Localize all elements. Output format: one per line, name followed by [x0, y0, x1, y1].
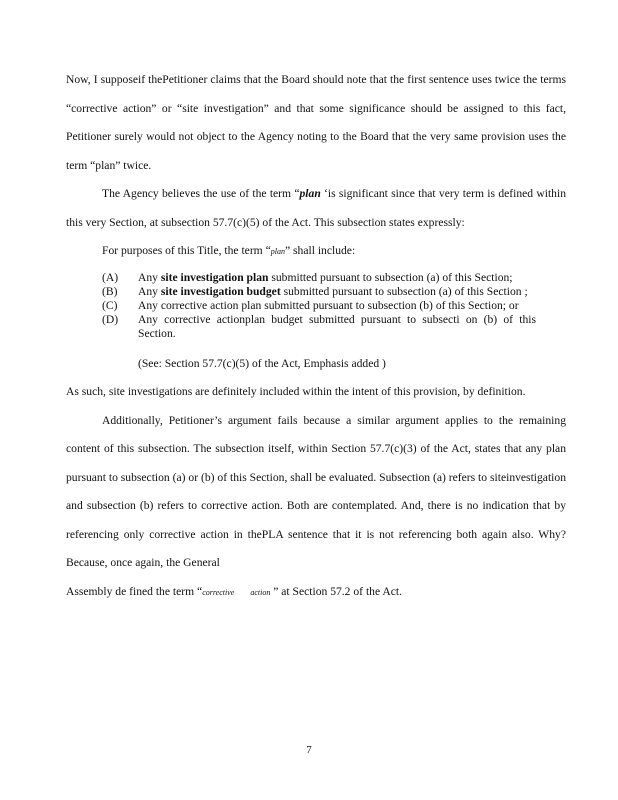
defined-term-plan: plan — [299, 187, 321, 200]
list-item — [66, 313, 566, 341]
paragraph-5: Assembly de fined the term “corrective action ” at Section 57.2 of the Act. — [66, 584, 402, 598]
list-item-text: Any site investigation plan submitted pursuant to subsection (a) of this Section; — [138, 270, 513, 284]
defined-term-corrective-action: corrective action — [202, 587, 271, 597]
paragraph-2: The Agency believes the use of the term “plan ‘is significant since that very term is defined within this very Section, at subsection 57.7(c)(5) of the Act. This subsection states expressly: — [66, 187, 566, 229]
list-item — [66, 271, 566, 285]
list-item-label: (D) — [102, 313, 119, 327]
quote-intro: For purposes of this Title, the term “plan” shall include: — [102, 244, 356, 257]
list-item-label: (A) — [102, 270, 119, 284]
list-item — [66, 285, 566, 299]
list-item-label: (B) — [102, 284, 118, 298]
definition-list — [66, 271, 566, 342]
list-item — [66, 299, 566, 313]
list-item-label: (C) — [102, 298, 118, 312]
citation: (See: Section 57.7(c)(5) of the Act, Emphasis added ) — [138, 356, 386, 370]
quote-intro-term: plan — [270, 247, 285, 256]
list-item-text: Any corrective actionplan budget submitted pursuant to subsecti on (b) of this Section. — [138, 313, 536, 341]
document-page — [66, 66, 566, 607]
paragraph-3: As such, site investigations are definitely included within the intent of this provision, by definition. — [66, 385, 526, 399]
page-number: 7 — [306, 744, 312, 756]
paragraph-4: Additionally, Petitioner’s argument fails because a similar argument applies to the remaining content of this subsection. The subsection itself, within Section 57.7(c)(3) of the Act, states that any plan pursuant to subsection (a) or (b) of this Section, shall be evaluated. Subsection (a) refers to siteinvestigation and subsection (b) refers to corrective action. Both are contemplated. And, there is no indication that by referencing only corrective action in thePLA sentence that it is not referencing both again also. Why? Because, once again, the General — [66, 413, 566, 570]
list-item-text: Any site investigation budget submitted pursuant to subsection (a) of this Section ; — [138, 284, 528, 298]
paragraph-1: Now, I supposeif thePetitioner claims that the Board should note that the first sentence uses twice the terms “corrective action” or “site investigation” and that some significance should be assigned to this fact, Petitioner surely would not object to the Agency noting to the Board that the very same provision uses the term “plan” twice. — [66, 73, 566, 172]
list-item-text: Any corrective action plan submitted pursuant to subsection (b) of this Section; or — [138, 298, 519, 312]
